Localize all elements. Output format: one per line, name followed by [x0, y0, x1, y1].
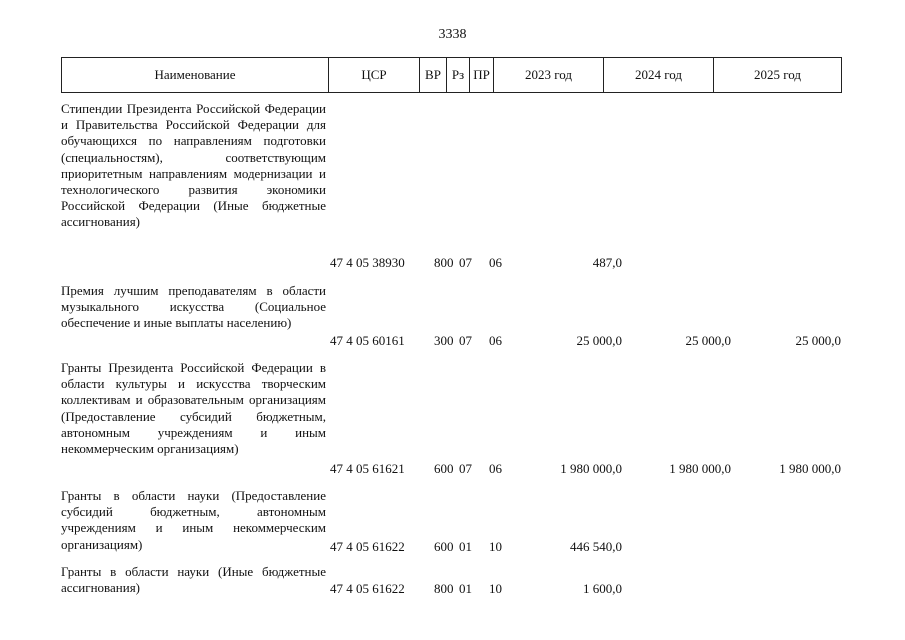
- table-row: [0, 564, 905, 597]
- row-2025: 1 980 000,0: [779, 461, 841, 476]
- row-vr: 800: [434, 255, 454, 270]
- header-rz: Рз: [447, 58, 470, 93]
- row-rz: 01: [459, 539, 472, 554]
- header-csr: ЦСР: [329, 58, 420, 93]
- row-name: Гранты Президента Российской Федерации в области культуры и искусства творческим коллективам и образовательным организациям (Предоставление субсидий бюджетным, автономным учреждениям и иным некоммерческим организациям): [61, 360, 326, 457]
- row-vr: 300: [434, 333, 454, 348]
- row-name: Гранты в области науки (Иные бюджетные ассигнования): [61, 564, 326, 596]
- header-2025: 2025 год: [714, 58, 842, 93]
- row-2024: 1 980 000,0: [669, 461, 731, 476]
- row-2023: 446 540,0: [570, 539, 622, 554]
- table-row: [0, 283, 905, 349]
- row-name: Стипендии Президента Российской Федерации и Правительства Российской Федерации для обучающихся по направлениям подготовки (специальностям), соответствующим приоритетным направлениям модернизации и технологического развития экономики Российской Федерации (Иные бюджетные ассигнования): [61, 101, 326, 230]
- row-rz: 01: [459, 581, 472, 596]
- row-pr: 06: [489, 461, 502, 476]
- row-name: Премия лучшим преподавателям в области музыкального искусства (Социальное обеспечение и иные выплаты населению): [61, 283, 326, 331]
- row-csr: 47 4 05 61622: [330, 581, 405, 596]
- row-2025: 25 000,0: [795, 333, 841, 348]
- row-vr: 600: [434, 539, 454, 554]
- header-2024: 2024 год: [604, 58, 714, 93]
- row-pr: 06: [489, 333, 502, 348]
- header-name: Наименование: [62, 58, 329, 93]
- row-pr: 10: [489, 581, 502, 596]
- row-rz: 07: [459, 255, 472, 270]
- row-csr: 47 4 05 61622: [330, 539, 405, 554]
- row-pr: 10: [489, 539, 502, 554]
- table-row: [0, 360, 905, 477]
- page-number: 3338: [438, 27, 467, 42]
- row-csr: 47 4 05 61621: [330, 461, 405, 476]
- header-pr: ПР: [470, 58, 494, 93]
- row-2023: 487,0: [592, 255, 622, 270]
- row-2023: 25 000,0: [576, 333, 622, 348]
- row-vr: 600: [434, 461, 454, 476]
- header-2023: 2023 год: [494, 58, 604, 93]
- row-csr: 47 4 05 60161: [330, 333, 405, 348]
- row-pr: 06: [489, 255, 502, 270]
- table-row: [0, 101, 905, 271]
- table-header: [61, 57, 842, 93]
- row-2024: 25 000,0: [685, 333, 731, 348]
- row-2023: 1 980 000,0: [560, 461, 622, 476]
- row-rz: 07: [459, 333, 472, 348]
- row-rz: 07: [459, 461, 472, 476]
- table-row: [0, 488, 905, 555]
- header-vr: ВР: [420, 58, 447, 93]
- row-2023: 1 600,0: [583, 581, 622, 596]
- row-vr: 800: [434, 581, 454, 596]
- row-name: Гранты в области науки (Предоставление субсидий бюджетным, автономным учреждениям и иным некоммерческим организациям): [61, 488, 326, 552]
- row-csr: 47 4 05 38930: [330, 255, 405, 270]
